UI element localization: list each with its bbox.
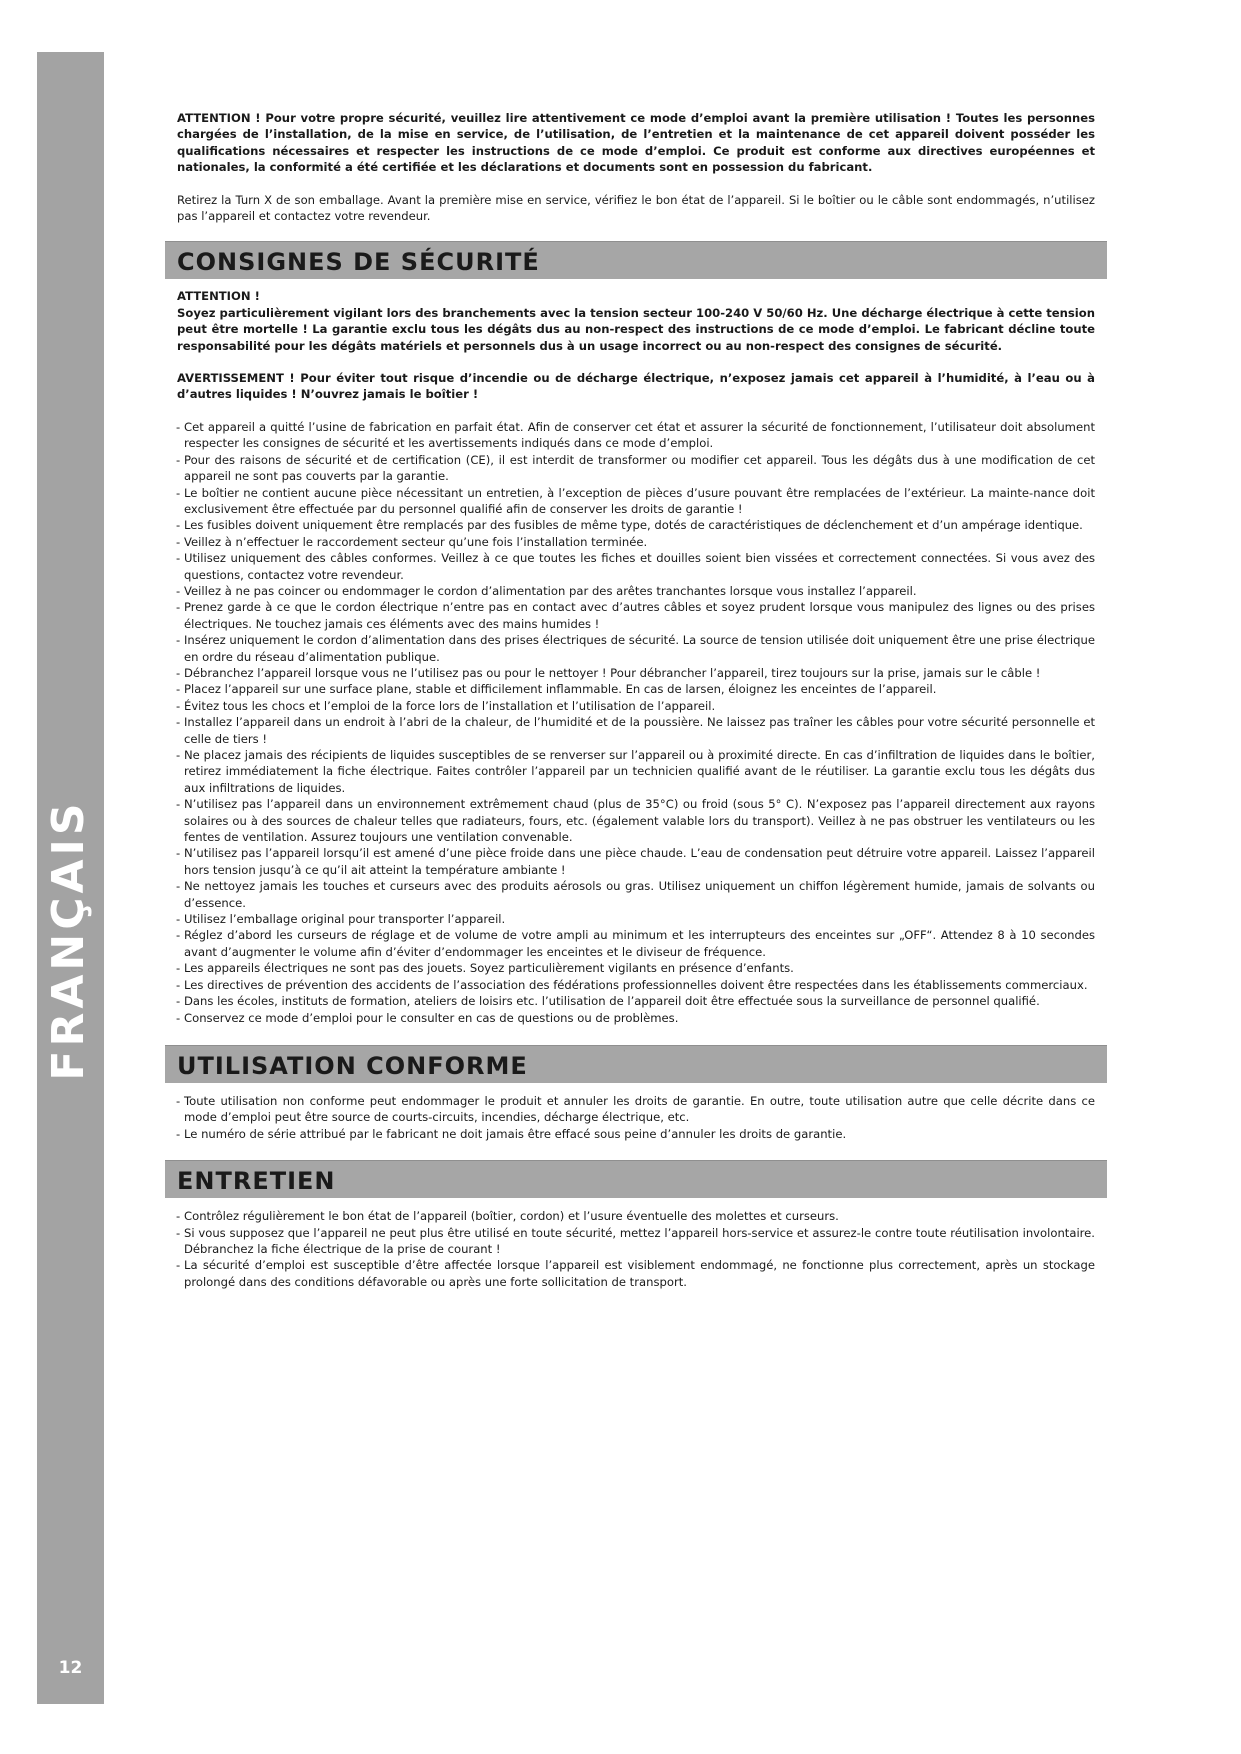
list-item: - Cet appareil a quitté l’usine de fabrication en parfait état. Afin de conserver cet état et assurer la sécurité de fonctionnement, l’utilisateur doit absolument respecter les consignes de sécurité et les avertissements indiqués dans ce mode d’emploi. [177,419,1095,452]
page-number: 12 [58,1658,83,1678]
list-item: - Toute utilisation non conforme peut endommager le produit et annuler les droits de garantie. En outre, toute utilisation autre que celle décrite dans ce mode d’emploi peut être source de courts-circuits, incendies, décharge électrique, etc. [177,1093,1095,1126]
usage-list [177,1093,1095,1142]
list-item: - Placez l’appareil sur une surface plane, stable et difficilement inflammable. En cas de larsen, éloignez les enceintes de l’appareil. [177,681,1095,697]
list-item: - Évitez tous les chocs et l’emploi de la force lors de l’installation et l’utilisation de l’appareil. [177,698,1095,714]
list-item: - Insérez uniquement le cordon d’alimentation dans des prises électriques de sécurité. La source de tension utilisée doit uniquement être une prise électrique en ordre du réseau d’alimentation publique. [177,632,1095,665]
list-item: - Le boîtier ne contient aucune pièce nécessitant un entretien, à l’exception de pièces d’usure pouvant être remplacées de l’extérieur. La mainte-nance doit exclusivement être effectuée par du personnel qualifié afin de conserver les droits de garantie ! [177,485,1095,518]
list-item: - Débranchez l’appareil lorsque vous ne l’utilisez pas ou pour le nettoyer ! Pour débrancher l’appareil, tirez toujours sur la prise, jamais sur le câble ! [177,665,1095,681]
list-item: - N’utilisez pas l’appareil lorsqu’il est amené d’une pièce froide dans une pièce chaude. L’eau de condensation peut détruire votre appareil. Laissez l’appareil hors tension jusqu’à ce qu’il ait atteint la température ambiante ! [177,845,1095,878]
list-item: - N’utilisez pas l’appareil dans un environnement extrêmement chaud (plus de 35°C) ou froid (sous 5° C). N’exposez pas l’appareil directement aux rayons solaires ou à des sources de chaleur telles que radiateurs, fours, etc. (également valable lors du transport). Veillez à ne pas obstruer les ventilateurs ou les fentes de ventilation. Assurez toujours une ventilation convenable. [177,796,1095,845]
intro-warning: ATTENTION ! Pour votre propre sécurité, veuillez lire attentivement ce mode d’emploi avant la première utilisation ! Toutes les personnes chargées de l’installation, de la mise en service, de l’utilisation, de l’entretien et la maintenance de cet appareil doivent posséder les qualifications nécessaires et respecter les instructions de ce mode d’emploi. Ce produit est conforme aux directives européennes et nationales, la conformité a été certifiée et les déclarations et documents sont en possession du fabricant. [177,111,1095,175]
list-item: - La sécurité d’emploi est susceptible d’être affectée lorsque l’appareil est visiblement endommagé, ne fonctionne plus correctement, après un stockage prolongé dans des conditions défavorable ou après une forte sollicitation de transport. [177,1257,1095,1290]
list-item: - Les directives de prévention des accidents de l’association des fédérations professionnelles doivent être respectées dans les établissements commerciaux. [177,977,1095,993]
list-item: - Réglez d’abord les curseurs de réglage et de volume de votre ampli au minimum et les interrupteurs des enceintes sur „OFF“. Attendez 8 à 10 secondes avant d’augmenter le volume afin d’éviter d’endommager les enceintes et le diviseur de fréquence. [177,927,1095,960]
list-item: - Contrôlez régulièrement le bon état de l’appareil (boîtier, cordon) et l’usure éventuelle des molettes et curseurs. [177,1208,1095,1224]
list-item: - Veillez à ne pas coincer ou endommager le cordon d’alimentation par des arêtes tranchantes lorsque vous installez l’appareil. [177,583,1095,599]
list-item: - Conservez ce mode d’emploi pour le consulter en cas de questions ou de problèmes. [177,1010,1095,1026]
document-body [177,110,1095,1290]
section-title-maintenance: ENTRETIEN [165,1160,1107,1198]
maintenance-list [177,1208,1095,1290]
intro-unpacking: Retirez la Turn X de son emballage. Avant la première mise en service, vérifiez le bon état de l’appareil. Si le boîtier ou le câble sont endommagés, n’utilisez pas l’appareil et contactez votre revendeur. [177,192,1095,224]
list-item: - Installez l’appareil dans un endroit à l’abri de la chaleur, de l’humidité et de la poussière. Ne laissez pas traîner les câbles pour votre sécurité personnelle et celle de tiers ! [177,714,1095,747]
safety-warning: AVERTISSEMENT ! Pour éviter tout risque d’incendie ou de décharge électrique, n’exposez jamais cet appareil à l’humidité, à l’eau ou à d’autres liquides ! N’ouvrez jamais le boîtier ! [177,371,1095,402]
list-item: - Prenez garde à ce que le cordon électrique n’entre pas en contact avec d’autres câbles et soyez prudent lorsque vous manipulez des lignes ou des prises électriques. Ne touchez jamais ces éléments avec des mains humides ! [177,599,1095,632]
list-item: - Ne placez jamais des récipients de liquides susceptibles de se renverser sur l’appareil ou à proximité directe. En cas d’infiltration de liquides dans le boîtier, retirez immédiatement la fiche électrique. Faites contrôler l’appareil par un technicien qualifié avant de le réutiliser. La garantie exclu tous les dégâts dus aux infiltrations de liquides. [177,747,1095,796]
list-item: - Dans les écoles, instituts de formation, ateliers de loisirs etc. l’utilisation de l’appareil doit être effectuée sous la surveillance de personnel qualifié. [177,993,1095,1009]
list-item: - Le numéro de série attribué par le fabricant ne doit jamais être effacé sous peine d’annuler les droits de garantie. [177,1126,1095,1142]
list-item: - Utilisez l’emballage original pour transporter l’appareil. [177,911,1095,927]
section-title-usage: UTILISATION CONFORME [165,1045,1107,1083]
list-item: - Pour des raisons de sécurité et de certification (CE), il est interdit de transformer ou modifier cet appareil. Tous les dégâts dus à une modification de cet appareil ne sont pas couverts par la garantie. [177,452,1095,485]
safety-list [177,419,1095,1026]
list-item: - Veillez à n’effectuer le raccordement secteur qu’une fois l’installation terminée. [177,534,1095,550]
safety-attention-label: ATTENTION ! [177,289,260,304]
language-label: FRANÇAIS [43,799,94,1081]
list-item: - Ne nettoyez jamais les touches et curseurs avec des produits aérosols ou gras. Utilisez uniquement un chiffon légèrement humide, jamais de solvants ou d’essence. [177,878,1095,911]
list-item: - Les fusibles doivent uniquement être remplacés par des fusibles de même type, dotés de caractéristiques de déclenchement et d’un ampérage identique. [177,517,1095,533]
language-sidebar [37,52,104,1704]
list-item: - Utilisez uniquement des câbles conformes. Veillez à ce que toutes les fiches et douilles soient bien vissées et correctement connectées. Si vous avez des questions, contactez votre revendeur. [177,550,1095,583]
list-item: - Si vous supposez que l’appareil ne peut plus être utilisé en toute sécurité, mettez l’appareil hors-service et assurez-le contre toute réutilisation involontaire. Débranchez la fiche électrique de la prise de courant ! [177,1225,1095,1258]
list-item: - Les appareils électriques ne sont pas des jouets. Soyez particulièrement vigilants en présence d’enfants. [177,960,1095,976]
section-title-safety: CONSIGNES DE SÉCURITÉ [165,241,1107,279]
safety-attention-text: Soyez particulièrement vigilant lors des branchements avec la tension secteur 100-240 V 50/60 Hz. Une décharge électrique à cette tension peut être mortelle ! La garantie exclu tous les dégâts dus au non-respect des instructions de ce mode d’emploi. Le fabricant décline toute responsabilité pour les dégâts matériels et personnels dus à un usage incorrect ou au non-respect des consignes de sécurité. [177,305,1095,353]
